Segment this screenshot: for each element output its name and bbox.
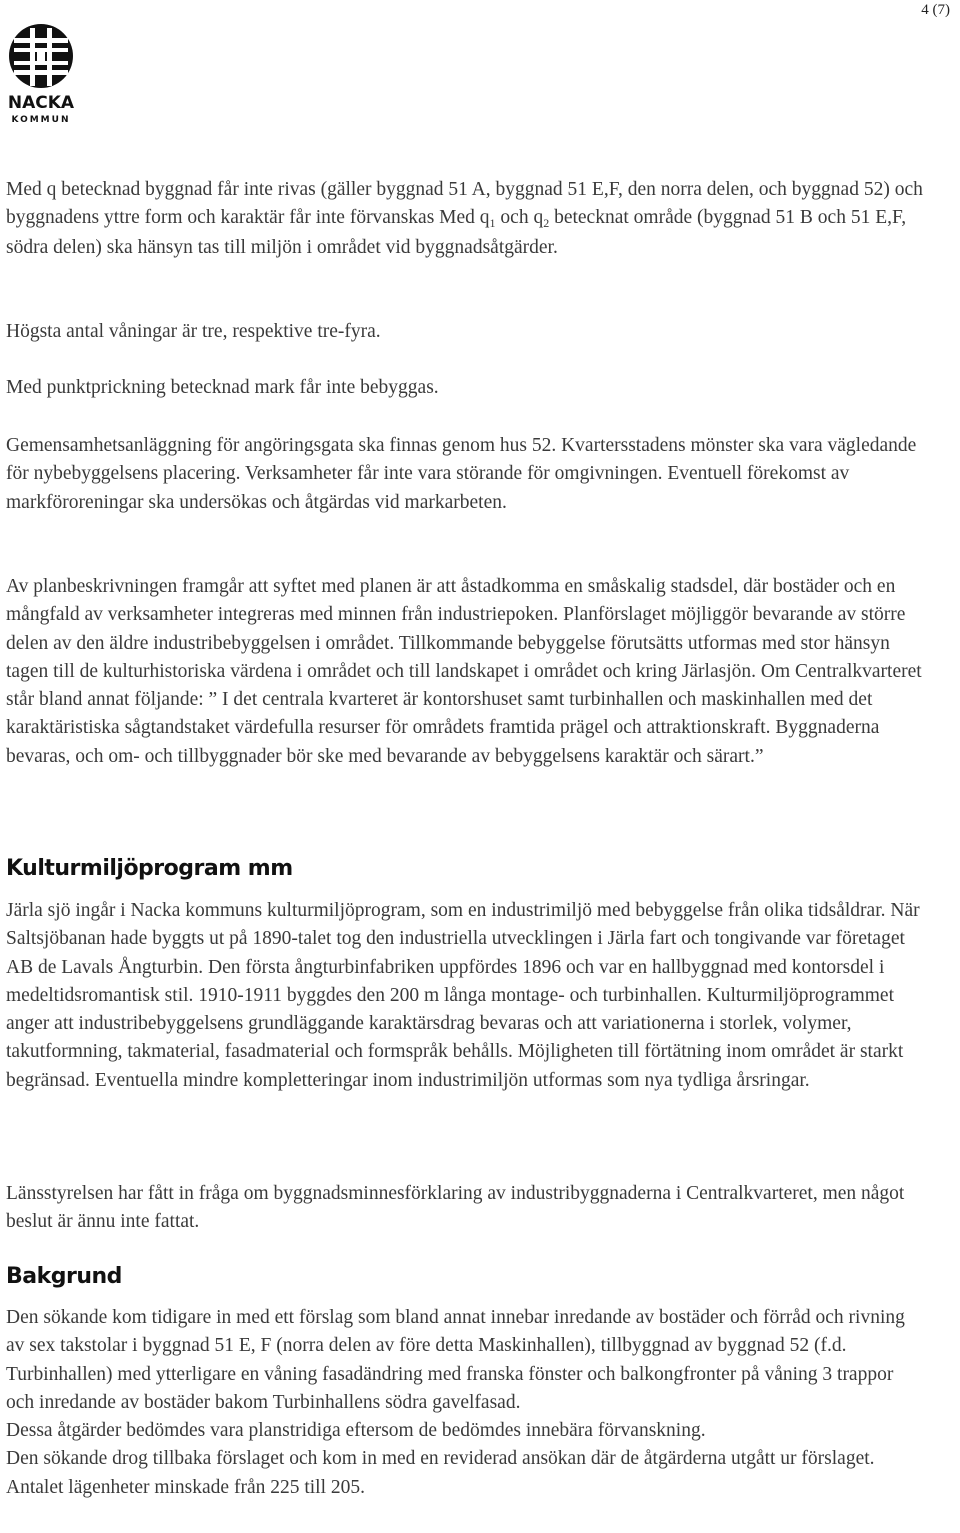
paragraph-background: Den sökande kom tidigare in med ett förslag som bland annat innebar inredande av bostäder och förråd och rivning av sex takstolar i byggnad 51 E, F (norra delen av före detta Maskinhallen), tillbyggnad av byggnad 52 (f.d. Turbinhallen) med ytterligare en våning fasadändring med franska fönster och balkongfronter på våning 3 trappor och inredande av bostäder bakom Turbinhallens södra gavelfasad. Dessa åtgärder bedömdes vara planstridiga eftersom de bedömdes innebära förvanskning. Den sökande drog tillbaka förslaget och kom in med en reviderad ansökan där de åtgärderna utgått ur förslaget. Antalet lägenheter minskade från 225 till 205. — [6, 1307, 905, 1498]
paragraph-dotted-land: Med punktprickning betecknad mark får inte bebyggas. — [6, 377, 439, 398]
heading-kulturmiljoprogram: Kulturmiljöprogram mm — [6, 856, 293, 881]
page-number: 4 (7) — [921, 2, 950, 18]
heading-bakgrund: Bakgrund — [6, 1264, 122, 1289]
paragraph-county-board: Länsstyrelsen har fått in fråga om byggnadsminnesförklaring av industribyggnaderna i Centralkvarteret, men något beslut är ännu inte fattat. — [6, 1183, 905, 1233]
paragraph-floors: Högsta antal våningar är tre, respektive tre-fyra. — [6, 321, 381, 342]
paragraph-q-designation: Med q betecknad byggnad får inte rivas (gäller byggnad 51 A, byggnad 51 E,F, den norra delen, och byggnad 52) och byggnadens yttre form och karaktär får inte förvanskas Med $q_1$ och $q_2$ betecknat område (byggnad 51 B och 51 E,F, södra delen) ska hänsyn tas till miljön i området vid byggnadsåtgärder. — [6, 179, 923, 258]
paragraph-cultural-program: Järla sjö ingår i Nacka kommuns kulturmiljöprogram, som en industrimiljö med bebyggelse från olika tidsåldrar. När Saltsjöbanan hade byggts ut på 1890-talet tog den industriella utvecklingen i Järla fart och tongivande var företaget AB de Lavals Ångturbin. Den första ångturbinfabriken uppfördes 1896 och var en hallbyggnad med kontorsdel i medeltidsromantisk stil. 1910-1911 byggdes den 200 m långa montage- och turbinhallen. Kulturmiljöprogrammet anger att industribebyggelsens grundläggande karaktärsdrag bevaras och att variationerna i storlek, volymer, takutformning, takmaterial, fasadmaterial och formspråk behålls. Möjligheten till förtätning inom området är starkt begränsad. Eventuella mindre kompletteringar inom industrimiljön utformas som nya tydliga årsringar. — [6, 900, 920, 1091]
paragraph-plan-description: Av planbeskrivningen framgår att syftet med planen är att åstadkomma en småskalig stadsdel, där bostäder och en mångfald av verksamheter integreras med minnen från industriepoken. Planförslaget möjliggör bevarande av större delen av den äldre industribebyggelsen i området. Tillkommande bebyggelse förutsätts utformas med stor hänsyn tagen till de kulturhistoriska värdena i området och till landskapet i området och kring Järlasjön. Om Centralkvarteret står bland annat följande: ” I det centrala kvarteret är kontorshuset samt turbinhallen och maskinhallen med det karaktäristiska sågtandstaket värdefulla resurser för områdets framtida prägel och attraktionskraft. Byggnaderna bevaras, och om- och tillbyggnader bör ske med bevarande av bebyggelsens karaktär och särart.” — [6, 576, 922, 767]
logo-text-nacka: NACKA — [7, 93, 75, 113]
paragraph-community-facility: Gemensamhetsanläggning för angöringsgata ska finnas genom hus 52. Kvartersstadens mönster ska vara vägledande för nybebyggelsens placering. Verksamheter får inte vara störande för omgivningen. Eventuell förekomst av markföroreningar ska undersökas och åtgärdas vid markarbeten. — [6, 435, 917, 513]
nacka-kommun-logo — [4, 22, 78, 126]
logo-text-kommun: KOMMUN — [11, 115, 71, 125]
